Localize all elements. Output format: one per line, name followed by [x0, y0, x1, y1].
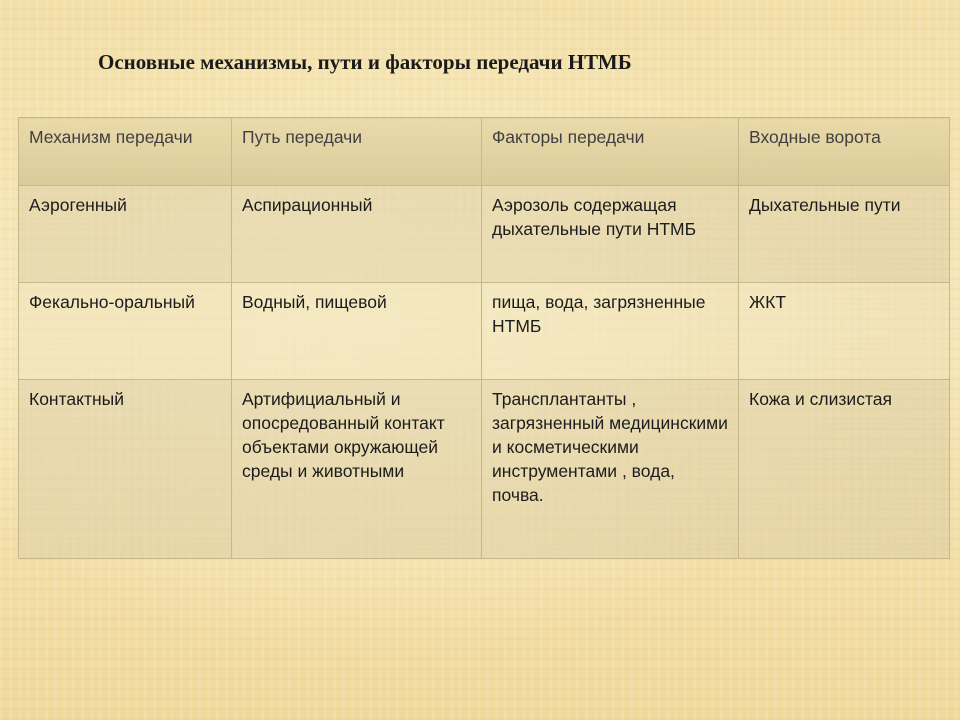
transmission-table: [18, 117, 950, 559]
header-mechanism: Механизм передачи: [19, 118, 232, 186]
cell-entry-gate: Кожа и слизистая: [739, 379, 950, 558]
cell-mechanism: Фекально-оральный: [19, 282, 232, 379]
cell-route: Артифициальный и опосредованный контакт объектами окружающей среды и животными: [232, 379, 482, 558]
cell-route: Водный, пищевой: [232, 282, 482, 379]
cell-entry-gate: ЖКТ: [739, 282, 950, 379]
cell-factors: Аэрозоль содержащая дыхательные пути НТМБ: [482, 186, 739, 283]
table-row: [19, 186, 950, 283]
cell-factors: Трансплантанты , загрязненный медицинскими и косметическими инструментами , вода, почва.: [482, 379, 739, 558]
table-header-row: [19, 118, 950, 186]
cell-entry-gate: Дыхательные пути: [739, 186, 950, 283]
cell-mechanism: Аэрогенный: [19, 186, 232, 283]
table-row: [19, 282, 950, 379]
cell-mechanism: Контактный: [19, 379, 232, 558]
header-route: Путь передачи: [232, 118, 482, 186]
cell-route: Аспирационный: [232, 186, 482, 283]
header-entry-gate: Входные ворота: [739, 118, 950, 186]
header-factors: Факторы передачи: [482, 118, 739, 186]
slide-title: Основные механизмы, пути и факторы передачи НТМБ: [98, 50, 632, 74]
cell-factors: пища, вода, загрязненные НТМБ: [482, 282, 739, 379]
table-row: [19, 379, 950, 558]
